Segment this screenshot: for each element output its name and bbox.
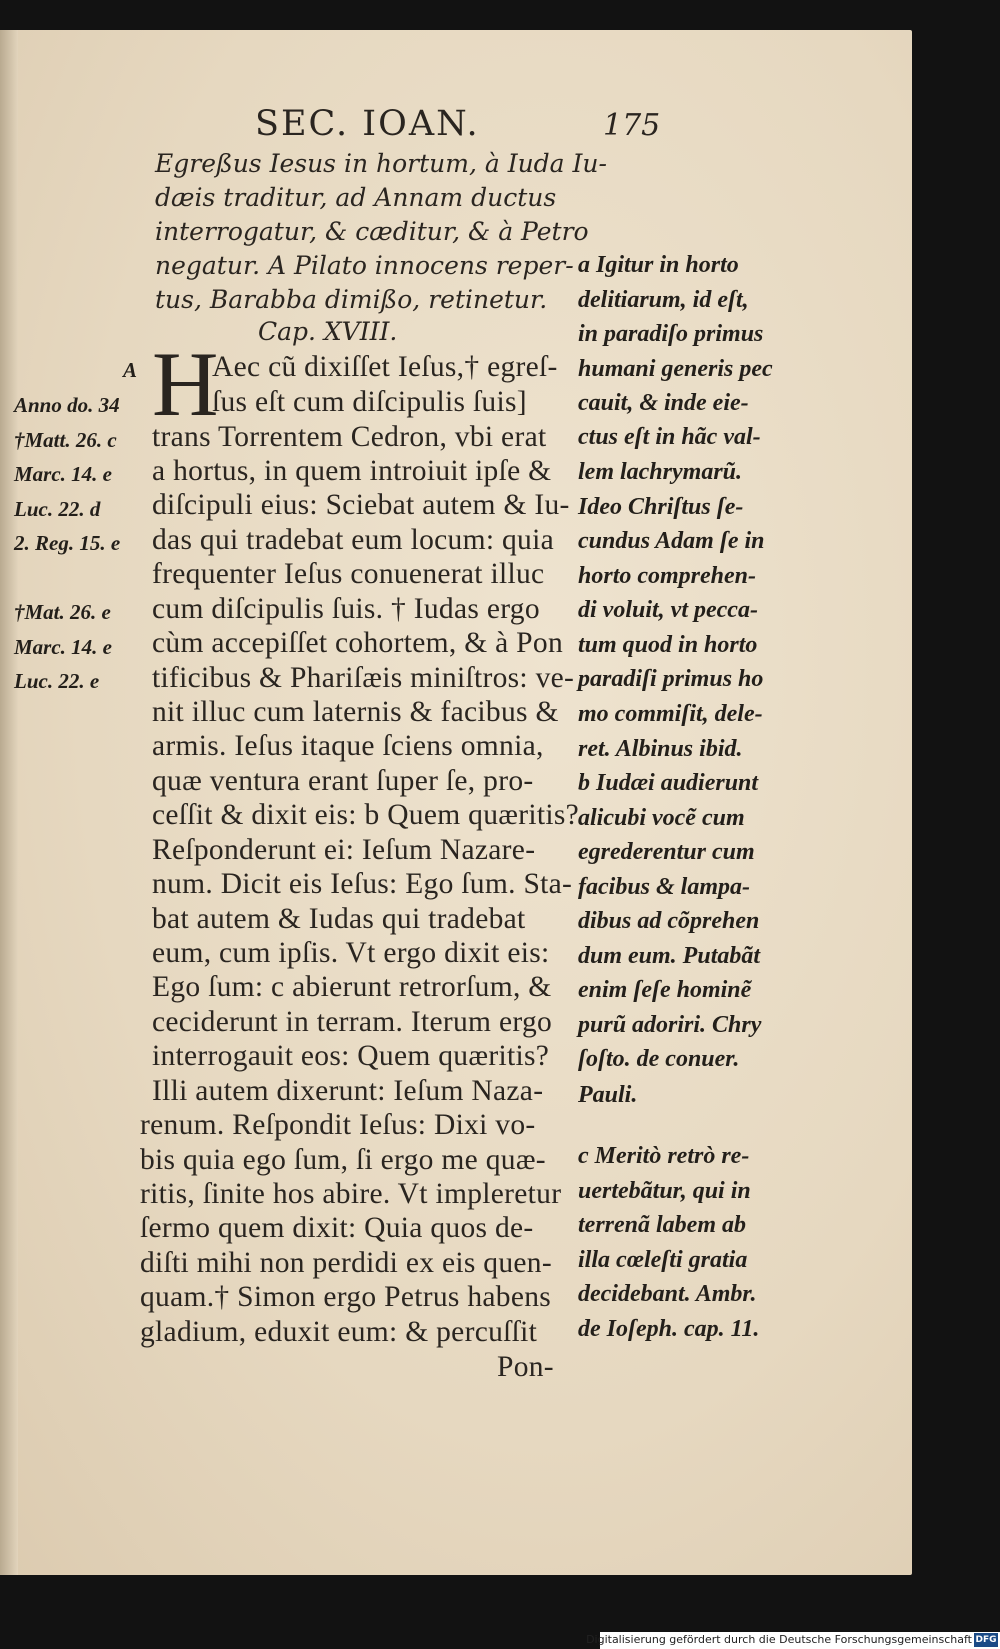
body-line: quam.† Simon ergo Petrus habens xyxy=(140,1281,552,1313)
marginal-note: uertebãtur, qui in xyxy=(578,1178,751,1204)
summary-line: negatur. A Pilato innocens reper- xyxy=(155,251,574,280)
marginal-note: di voluit, vt pecca- xyxy=(578,597,758,623)
marginal-note: a Igitur in horto xyxy=(578,252,739,278)
marginal-note: illa cœleſti gratia xyxy=(578,1247,748,1273)
body-line: diſti mihi non perdidi ex eis quen- xyxy=(140,1247,552,1279)
marginal-note: terrenã labem ab xyxy=(578,1212,746,1238)
body-line: trans Torrentem Cedron, vbi erat xyxy=(152,421,547,453)
marginal-note: ſoſto. de conuer. xyxy=(578,1046,740,1072)
summary-line: dæis traditur, ad Annam ductus xyxy=(155,183,557,212)
marginal-note: purũ adoriri. Chry xyxy=(578,1012,762,1038)
margin-reference: Luc. 22. d xyxy=(14,497,101,521)
marginal-note: delitiarum, id eſt, xyxy=(578,287,749,313)
marginal-note: ret. Albinus ibid. xyxy=(578,736,743,762)
body-line: a hortus, in quem introiuit ipſe & xyxy=(152,455,552,487)
body-line: diſcipuli eius: Sciebat autem & Iu- xyxy=(152,489,570,521)
marginal-note: horto comprehen- xyxy=(578,563,757,589)
page-gutter xyxy=(0,30,18,1575)
page-number: 175 xyxy=(603,108,661,143)
marginal-note: dibus ad cõprehen xyxy=(578,908,760,934)
marginal-note: paradiſi primus ho xyxy=(578,666,764,692)
marginal-note: Ideo Chriſtus ſe- xyxy=(578,494,744,520)
body-line: cùm accepiſſet cohortem, & à Pon xyxy=(152,627,563,659)
body-line: ſermo quem dixit: Quia quos de- xyxy=(140,1212,534,1244)
marginal-note: cauit, & inde eie- xyxy=(578,390,749,416)
body-line: Aec cũ dixiſſet Ieſus,† egreſ- xyxy=(212,351,558,383)
body-line: quæ ventura erant ſuper ſe, pro- xyxy=(152,765,534,797)
marginal-note: decidebant. Ambr. xyxy=(578,1281,757,1307)
catchword: Pon- xyxy=(497,1351,554,1383)
summary-line: Egreßus Iesus in hortum, à Iuda Iu- xyxy=(155,149,607,178)
body-line: cum diſcipulis ſuis. † Iudas ergo xyxy=(152,593,540,625)
summary-line: tus, Barabba dimißo, retinetur. xyxy=(155,285,548,314)
margin-reference: †Matt. 26. c xyxy=(14,428,117,452)
marginal-note: alicubi vocẽ cum xyxy=(578,805,745,831)
body-line: Ego ſum: c abierunt retrorſum, & xyxy=(152,971,552,1003)
body-line: Illi autem dixerunt: Ieſum Naza- xyxy=(152,1075,544,1107)
body-line: frequenter Ieſus conuenerat illuc xyxy=(152,558,545,590)
marginal-note: facibus & lampa- xyxy=(578,874,750,900)
funding-credit: Digitalisierung gefördert durch die Deutsche Forschungsgemeinschaft xyxy=(586,1633,972,1646)
body-line: Reſponderunt ei: Ieſum Nazare- xyxy=(152,834,536,866)
marginal-note: lem lachrymarũ. xyxy=(578,459,743,485)
body-line: bis quia ego ſum, ſi ergo me quæ- xyxy=(140,1144,546,1176)
margin-reference: A xyxy=(123,358,138,382)
body-line: gladium, eduxit eum: & percuſſit xyxy=(140,1316,538,1348)
margin-reference: Luc. 22. e xyxy=(14,669,100,693)
summary-line: interrogatur, & cæditur, & à Petro xyxy=(155,217,589,246)
marginal-note: humani generis pec xyxy=(578,356,773,382)
marginal-note: cundus Adam ſe in xyxy=(578,528,765,554)
body-line: ritis, ſinite hos abire. Vt impleretur xyxy=(140,1178,562,1210)
running-header: SEC. IOAN. xyxy=(255,104,480,144)
margin-reference: Anno do. 34 xyxy=(14,393,120,417)
body-line: bat autem & Iudas qui tradebat xyxy=(152,903,526,935)
margin-reference: Marc. 14. e xyxy=(14,462,112,486)
marginal-note: mo commiſit, dele- xyxy=(578,701,763,727)
marginal-note: dum eum. Putabãt xyxy=(578,943,761,969)
marginal-note: b Iudæi audierunt xyxy=(578,770,759,796)
body-line: nit illuc cum laternis & facibus & xyxy=(152,696,559,728)
margin-reference: †Mat. 26. e xyxy=(14,600,111,624)
body-line: interrogauit eos: Quem quæritis? xyxy=(152,1040,550,1072)
marginal-note: in paradiſo primus xyxy=(578,321,764,347)
marginal-note: tum quod in horto xyxy=(578,632,758,658)
body-line: ceciderunt in terram. Iterum ergo xyxy=(152,1006,553,1038)
marginal-note: c Meritò retrò re- xyxy=(578,1143,750,1169)
marginal-note: enim ſeſe hominẽ xyxy=(578,977,752,1003)
marginal-note: de Ioſeph. cap. 11. xyxy=(578,1316,760,1342)
body-line: armis. Ieſus itaque ſciens omnia, xyxy=(152,730,544,762)
chapter-heading: Cap. XVIII. xyxy=(258,317,398,346)
margin-reference: 2. Reg. 15. e xyxy=(14,531,121,555)
body-line: ſus eſt cum diſcipulis ſuis] xyxy=(212,386,527,418)
marginal-note: ctus eſt in hãc val- xyxy=(578,424,761,450)
body-line: tificibus & Phariſæis miniſtros: ve- xyxy=(152,662,575,694)
body-line: das qui tradebat eum locum: quia xyxy=(152,524,555,556)
body-line: num. Dicit eis Ieſus: Ego ſum. Sta- xyxy=(152,868,573,900)
margin-reference: Marc. 14. e xyxy=(14,635,112,659)
drop-capital: H xyxy=(152,333,219,435)
marginal-note: Pauli. xyxy=(578,1082,638,1108)
dfg-logo-badge: DFG xyxy=(975,1635,997,1645)
body-line: renum. Reſpondit Ieſus: Dixi vo- xyxy=(140,1109,536,1141)
body-line: eum, cum ipſis. Vt ergo dixit eis: xyxy=(152,937,550,969)
body-line: ceſſit & dixit eis: b Quem quæritis? xyxy=(152,799,580,831)
marginal-note: egrederentur cum xyxy=(578,839,755,865)
